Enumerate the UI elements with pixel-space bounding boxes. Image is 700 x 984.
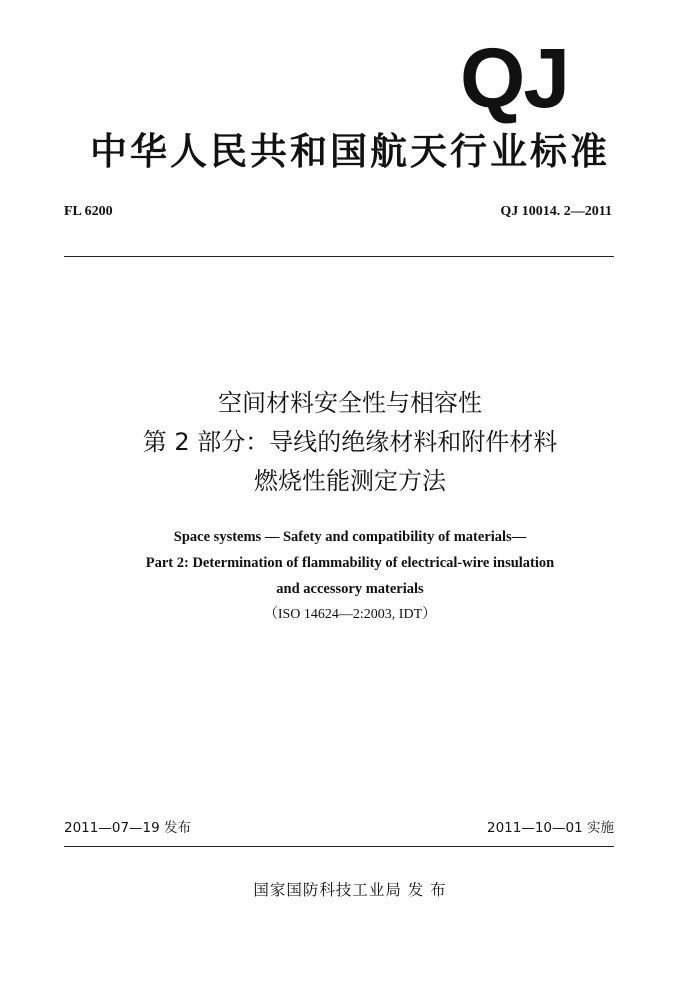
chinese-title-line-2: 第 2 部分：导线的绝缘材料和附件材料 bbox=[142, 428, 558, 456]
org-title: 中华人民共和国航天行业标准 bbox=[90, 130, 610, 173]
chinese-title-line-1: 空间材料安全性与相容性 bbox=[218, 389, 482, 417]
english-title-line-2: Part 2: Determination of flammability of electrical-wire insulation bbox=[145, 555, 555, 571]
issue-date: 2011—07—19 发布 bbox=[64, 820, 192, 836]
chinese-title-line-3: 燃烧性能测定方法 bbox=[254, 467, 446, 495]
english-title-line-3: and accessory materials bbox=[276, 581, 424, 597]
qj-logo: QJ bbox=[460, 31, 569, 125]
english-title-line-1: Space systems — Safety and compatibility of materials— bbox=[173, 529, 527, 545]
publisher: 国家国防科技工业局 发 布 bbox=[253, 881, 447, 899]
english-title bbox=[0, 524, 700, 628]
iso-reference: （ISO 14624—2:2003, IDT） bbox=[263, 607, 437, 622]
bottom-divider bbox=[64, 846, 614, 847]
implement-date: 2011—10—01 实施 bbox=[486, 820, 614, 836]
standard-number: QJ 10014. 2—2011 bbox=[500, 204, 612, 219]
top-divider bbox=[64, 256, 614, 257]
chinese-title bbox=[0, 384, 700, 501]
classification-code: FL 6200 bbox=[64, 204, 113, 219]
